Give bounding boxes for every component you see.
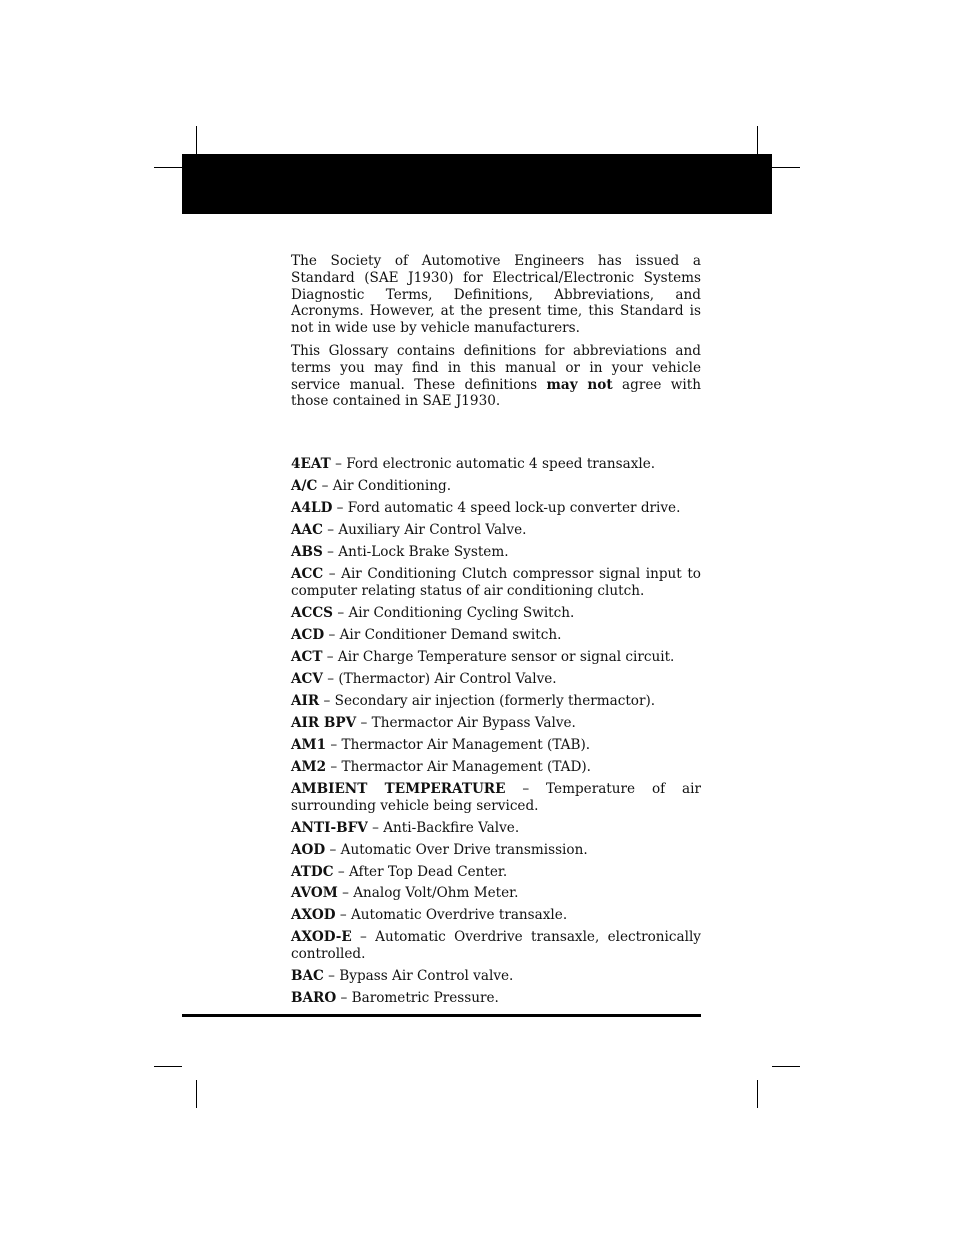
glossary-definition: – Thermactor Air Management (TAD). (326, 758, 591, 775)
glossary-term: AOD (291, 841, 326, 858)
glossary-entry (291, 990, 701, 1007)
header-band (182, 154, 772, 214)
glossary-term: ACC (291, 566, 324, 583)
glossary-entry (291, 907, 701, 924)
crop-mark-bottom-right-vertical (757, 1080, 758, 1108)
glossary-definition: – Anti-Lock Brake System. (322, 544, 509, 561)
glossary-term: 4EAT (291, 456, 331, 473)
glossary-term: ACCS (291, 604, 334, 621)
glossary-entry (291, 885, 701, 902)
glossary-definition: – Automatic Overdrive transaxle, electronically controlled. (291, 929, 701, 963)
glossary-term: BAC (291, 968, 324, 985)
glossary-term: AMBIENT TEMPERATURE (291, 780, 506, 797)
glossary-term: AM1 (291, 736, 327, 753)
footer-rule (182, 1014, 701, 1017)
glossary-term: A/C (291, 478, 318, 495)
glossary-definition: – Air Charge Temperature sensor or signal circuit. (322, 648, 675, 665)
glossary-list (291, 456, 701, 1007)
glossary-entry (291, 968, 701, 985)
glossary-entry (291, 715, 701, 732)
glossary-definition: – Anti-Backfire Valve. (367, 819, 520, 836)
glossary-definition: – Temperature of air surrounding vehicle being serviced. (291, 780, 701, 814)
glossary-entry (291, 929, 701, 963)
glossary-definition: – Analog Volt/Ohm Meter. (337, 885, 519, 902)
glossary-entry (291, 566, 701, 600)
crop-mark-top-right-vertical (757, 126, 758, 154)
glossary-entry (291, 781, 701, 815)
glossary-definition: – Ford electronic automatic 4 speed transaxle. (330, 456, 656, 473)
glossary-definition: – Thermactor Air Management (TAB). (326, 736, 591, 753)
glossary-definition: – Automatic Over Drive transmission. (325, 841, 588, 858)
glossary-entry (291, 759, 701, 776)
glossary-definition: – Air Conditioning. (317, 478, 452, 495)
glossary-entry (291, 500, 701, 517)
glossary-term: AVOM (291, 885, 338, 902)
glossary-term: AXOD (291, 907, 336, 924)
glossary-term: ABS (291, 544, 323, 561)
glossary-definition: – (Thermactor) Air Control Valve. (322, 670, 557, 687)
glossary-entry (291, 737, 701, 754)
glossary-term: AXOD-E (291, 929, 352, 946)
crop-mark-top-right-horizontal (772, 167, 800, 168)
glossary-definition: – Air Conditioning Cycling Switch. (333, 604, 575, 621)
intro-paragraph-2-text: This Glossary contains definitions for abbreviations and terms you may find in this manual or in your vehicle service manual. These definitions (291, 342, 701, 393)
glossary-entry (291, 649, 701, 666)
crop-mark-bottom-right-horizontal (772, 1066, 800, 1067)
glossary-term: ACV (291, 670, 323, 687)
glossary-entry (291, 864, 701, 881)
page-content (291, 253, 701, 1012)
glossary-entry (291, 627, 701, 644)
glossary-definition: – Ford automatic 4 speed lock-up converter drive. (332, 500, 681, 517)
glossary-definition: – After Top Dead Center. (333, 863, 508, 880)
glossary-definition: – Automatic Overdrive transaxle. (335, 907, 568, 924)
glossary-term: AIR BPV (291, 714, 357, 731)
glossary-entry (291, 478, 701, 495)
glossary-term: ACT (291, 648, 323, 665)
glossary-term: ANTI-BFV (291, 819, 368, 836)
crop-mark-top-left-vertical (196, 126, 197, 154)
glossary-definition: – Air Conditioning Clutch compressor signal input to computer relating status of air conditioning clutch. (291, 566, 701, 599)
glossary-term: ACD (291, 626, 325, 643)
glossary-term: AIR (291, 692, 320, 709)
glossary-term: ATDC (291, 863, 334, 880)
glossary-term: AM2 (291, 758, 327, 775)
glossary-entry (291, 456, 701, 473)
glossary-term: A4LD (291, 500, 333, 517)
glossary-definition: – Bypass Air Control valve. (323, 968, 514, 985)
glossary-definition: – Auxiliary Air Control Valve. (322, 522, 527, 539)
intro-paragraph-1: The Society of Automotive Engineers has issued a Standard (SAE J1930) for Electrical/Electronic Systems Diagnostic Terms, Definitions, Abbreviations, and Acronyms. However, at the present time, this Standard is not in wide use by vehicle manufacturers. (291, 253, 701, 337)
intro-paragraph-2-emphasis: may not (546, 376, 613, 393)
glossary-definition: – Thermactor Air Bypass Valve. (356, 714, 576, 731)
glossary-entry (291, 820, 701, 837)
glossary-entry (291, 693, 701, 710)
intro-paragraph-2-text-end: agree with those contained in SAE J1930. (291, 376, 701, 410)
glossary-entry (291, 605, 701, 622)
glossary-definition: – Air Conditioner Demand switch. (324, 626, 562, 643)
glossary-entry (291, 544, 701, 561)
glossary-definition: – Secondary air injection (formerly thermactor). (319, 692, 656, 709)
crop-mark-top-left-horizontal (154, 167, 182, 168)
intro-paragraph-2 (291, 343, 701, 410)
glossary-definition: – Barometric Pressure. (336, 990, 499, 1007)
glossary-entry (291, 522, 701, 539)
glossary-term: BARO (291, 990, 337, 1007)
glossary-entry (291, 842, 701, 859)
glossary-entry (291, 671, 701, 688)
glossary-term: AAC (291, 522, 323, 539)
crop-mark-bottom-left-vertical (196, 1080, 197, 1108)
crop-mark-bottom-left-horizontal (154, 1066, 182, 1067)
